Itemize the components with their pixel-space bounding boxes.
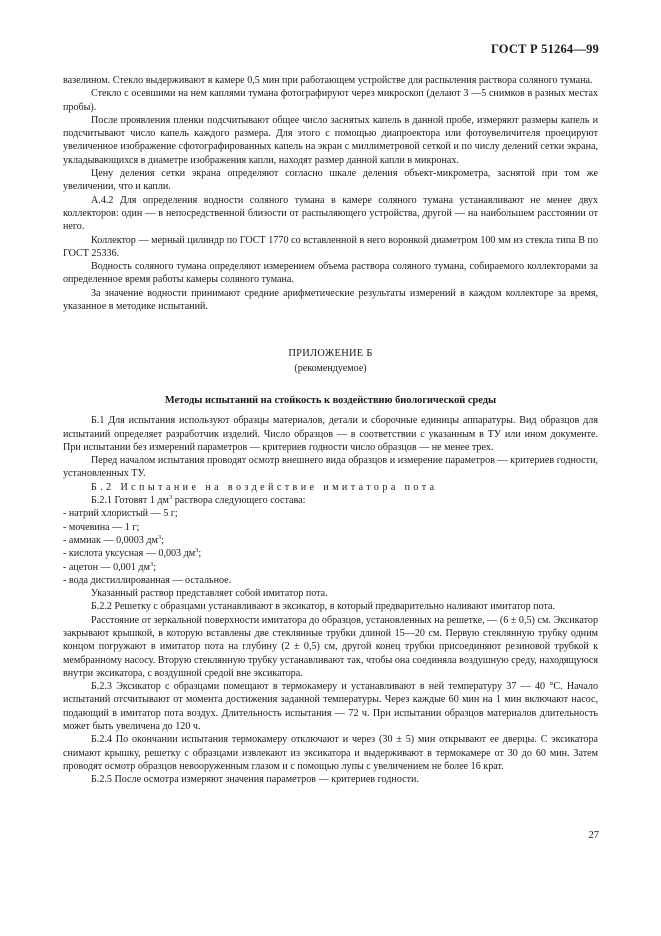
superscript: 3 [168, 494, 173, 502]
superscript: 3 [149, 560, 154, 568]
paragraph: За значение водности принимают средние арифметические результаты измерений в каждом коллекторе за время, указанное в методике испытаний. [63, 287, 598, 313]
paragraph-b22: Б.2.2 Решетку с образцами устанавливают в эксикатор, в который предварительно наливают имитатор пота. [91, 601, 556, 613]
paragraph: Указанный раствор представляет собой имитатор пота. [91, 588, 328, 600]
subsection-title-b2: Б.2 Испытание на воздействие имитатора пота [91, 481, 438, 493]
paragraph-b21 [63, 494, 598, 507]
page-body [63, 74, 598, 787]
list-item [63, 547, 598, 560]
paragraph: Коллектор — мерный цилиндр по ГОСТ 1770 со вставленной в него воронкой диаметром 100 мм из стекла типа В по ГОСТ 25336. [63, 234, 598, 259]
list-item: - вода дистиллированная — остальное. [63, 574, 232, 586]
appendix-subtitle: (рекомендуемое) [294, 362, 367, 374]
b21-text: Б.2.1 Готовят 1 дм [91, 495, 169, 507]
paragraph: А.4.2 Для определения водности соляного тумана в камере соляного тумана устанавливают не менее двух коллекторов: один — в непосредственной близости от распыляющего устройства, другой — на наибольшем расстоянии от него. [63, 194, 598, 233]
paragraph-b25: Б.2.5 После осмотра измеряют значения параметров — критериев годности. [91, 774, 419, 786]
appendix-title: ПРИЛОЖЕНИЕ Б [288, 348, 373, 360]
punct: ; [198, 548, 202, 560]
paragraph-b1: Б.1 Для испытания используют образцы материалов, детали и сборочные единицы аппаратуры. Вид образцов для испытаний определяет разработчик изделий. Число образцов — в соответствии с указанным в ТУ или ином документе. При испытании без измерений параметров — критериев годности число образцов — не менее трех. [63, 415, 598, 453]
component-text: - ацетон — 0,001 дм [63, 561, 150, 573]
punct: ; [161, 534, 164, 546]
superscript: 3 [195, 547, 199, 555]
paragraph: вазелином. Стекло выдерживают в камере 0,5 мин при работающем устройстве для распыления раствора соляного тумана. [63, 75, 593, 86]
section-title: Методы испытаний на стойкость к воздействию биологической среды [164, 394, 497, 406]
list-item [63, 561, 598, 574]
list-item: - натрий хлористый — 5 г; [63, 508, 178, 520]
paragraph: После проявления пленки подсчитывают общее число заснятых капель в данной пробе, измеряют размеры капель и подсчитывают число капель каждого размера. Для этого с помощью диапроектора или фотоувеличителя проецируют увеличенное изображение сфотографированных капель на экран с миллиметровой сеткой и по числу делений сетки экрана, укладывающихся в диаметре изображения капли, находят размер данной капли в микронах. [63, 114, 598, 166]
paragraph: Стекло с осевшими на нем каплями тумана фотографируют через микроскоп (делают 3 —5 снимков в разных местах пробы). [63, 88, 598, 113]
page-number: 27 [588, 830, 599, 841]
paragraph-b23: Б.2.3 Эксикатор с образцами помещают в термокамеру и устанавливают в ней температуру 37 — 40 °С. Начало испытаний отсчитывают от момента достижения заданной температуры. Через каждые 60 мин на 1 мин включают насос, подающий в имитатор пота воздух. Длительность испытания — 72 ч. При испытании образцов материалов длительность может быть увеличена до 120 ч. [63, 681, 598, 733]
list-item: - мочевина — 1 г; [63, 521, 140, 533]
paragraph-b24: Б.2.4 По окончании испытания термокамеру отключают и через (30 ± 5) мин открывают ее дверцы. С эксикатора снимают крышку, решетку с образцами извлекают из эксикатора и выдерживают в термокамере от 30 до 60 мин. Затем проводят осмотр образцов невооруженным глазом и с помощью лупы с увеличением не более 16 крат. [63, 734, 598, 772]
superscript: 3 [157, 533, 162, 541]
document-header: ГОСТ Р 51264—99 [490, 42, 599, 56]
component-text: - аммиак — 0,0003 дм [63, 534, 158, 546]
paragraph: Перед началом испытания проводят осмотр внешнего вида образцов и измерение параметров — критериев годности, установленных ТУ. [63, 455, 598, 480]
component-text: - кислота уксусная — 0,003 дм [63, 548, 196, 560]
list-item [63, 534, 598, 547]
punct: ; [153, 561, 156, 573]
paragraph: Расстояние от зеркальной поверхности имитатора до образцов, установленных на решетке, — (6 ± 0,5) см. Эксикатор закрывают крышкой, в которую вставлены две стеклянные трубки длиной 15—20 см. Первую стеклянную трубку одним концом погружают в имитатор пота на глубину (2 ± 0,5) см, другой конец трубки присоединяют резиновой трубкой к мембранному насосу. Вторую стеклянную трубку устанавливают так, чтобы она соединяла воздушную среду, находящуюся внутри эксикатора, с воздушной средой вне эксикатора. [63, 614, 598, 679]
paragraph: Цену деления сетки экрана определяют согласно шкале деления объект-микрометра, заснятой при том же увеличении, что и капли. [63, 168, 598, 193]
b21-text-suffix: раствора следующего состава: [172, 495, 306, 507]
paragraph: Водность соляного тумана определяют измерением объема раствора соляного тумана, собираемого коллекторами за определенное время работы камеры соляного тумана. [63, 261, 598, 286]
